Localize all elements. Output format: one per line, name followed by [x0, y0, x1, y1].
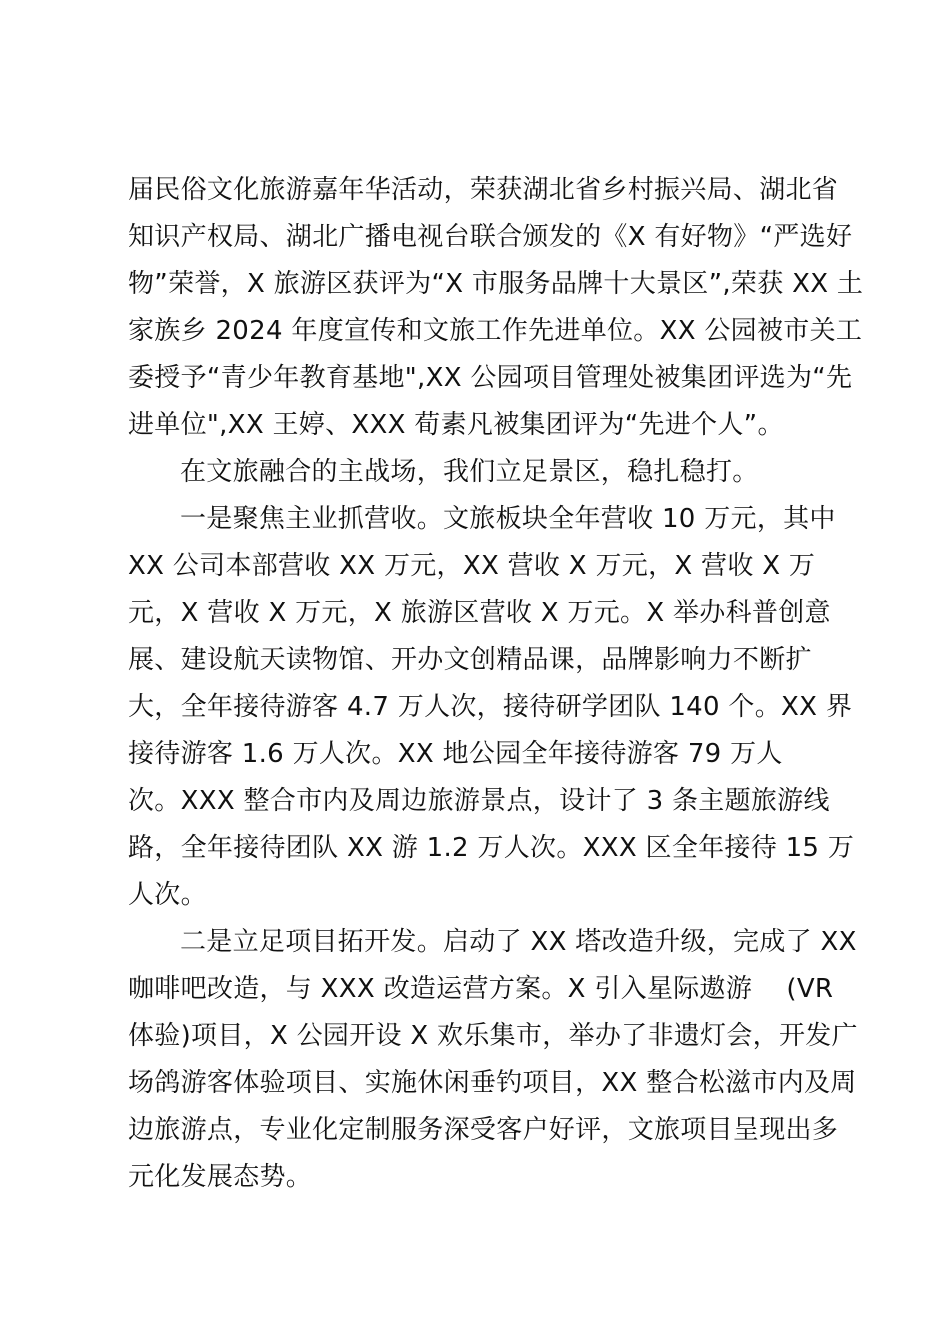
- text-line: 场鸽游客体验项目、实施休闲垂钓项目，XX 整合松滋市内及周: [128, 1068, 857, 1098]
- text-line: 大，全年接待游客 4.7 万人次，接待研学团队 140 个。XX 界: [128, 692, 853, 722]
- text-line: XX 公司本部营收 XX 万元，XX 营收 X 万元，X 营收 X 万: [128, 551, 816, 581]
- text-line: 元化发展态势。: [128, 1162, 313, 1192]
- text-line: 物”荣誉，X 旅游区获评为“X 市服务品牌十大景区”,荣获 XX 土: [128, 269, 864, 299]
- text-line: 家族乡 2024 年度宣传和文旅工作先进单位。XX 公园被市关工: [128, 316, 863, 346]
- text-line: 进单位",XX 王婷、XXX 荀素凡被集团评为“先进个人”。: [128, 410, 784, 440]
- text-line: 展、建设航天读物馆、开办文创精品课，品牌影响力不断扩: [128, 645, 812, 675]
- text-line: 边旅游点，专业化定制服务深受客户好评，文旅项目呈现出多: [128, 1115, 839, 1145]
- paragraph-first-line: 在文旅融合的主战场，我们立足景区，稳扎稳打。: [180, 457, 759, 487]
- paragraph-first-line: 二是立足项目拓开发。启动了 XX 塔改造升级，完成了 XX: [180, 927, 857, 957]
- text-line: 届民俗文化旅游嘉年华活动，荣获湖北省乡村振兴局、湖北省: [128, 175, 839, 205]
- paragraph-first-line: 一是聚焦主业抓营收。文旅板块全年营收 10 万元，其中: [180, 504, 836, 534]
- text-line: 接待游客 1.6 万人次。XX 地公园全年接待游客 79 万人: [128, 739, 783, 769]
- text-line: 咖啡吧改造，与 XXX 改造运营方案。X 引入星际遨游 (VR: [128, 974, 834, 1004]
- text-line: 元，X 营收 X 万元，X 旅游区营收 X 万元。X 举办科普创意: [128, 598, 831, 628]
- text-line: 体验)项目，X 公园开设 X 欢乐集市，举办了非遗灯会，开发广: [128, 1021, 858, 1051]
- text-line: 知识产权局、湖北广播电视台联合颁发的《X 有好物》“严选好: [128, 222, 853, 252]
- text-line: 路，全年接待团队 XX 游 1.2 万人次。XXX 区全年接待 15 万: [128, 833, 855, 863]
- text-line: 次。XXX 整合市内及周边旅游景点，设计了 3 条主题旅游线: [128, 786, 830, 816]
- text-line: 委授予“青少年教育基地",XX 公园项目管理处被集团评选为“先: [128, 363, 853, 393]
- text-line: 人次。: [128, 880, 207, 910]
